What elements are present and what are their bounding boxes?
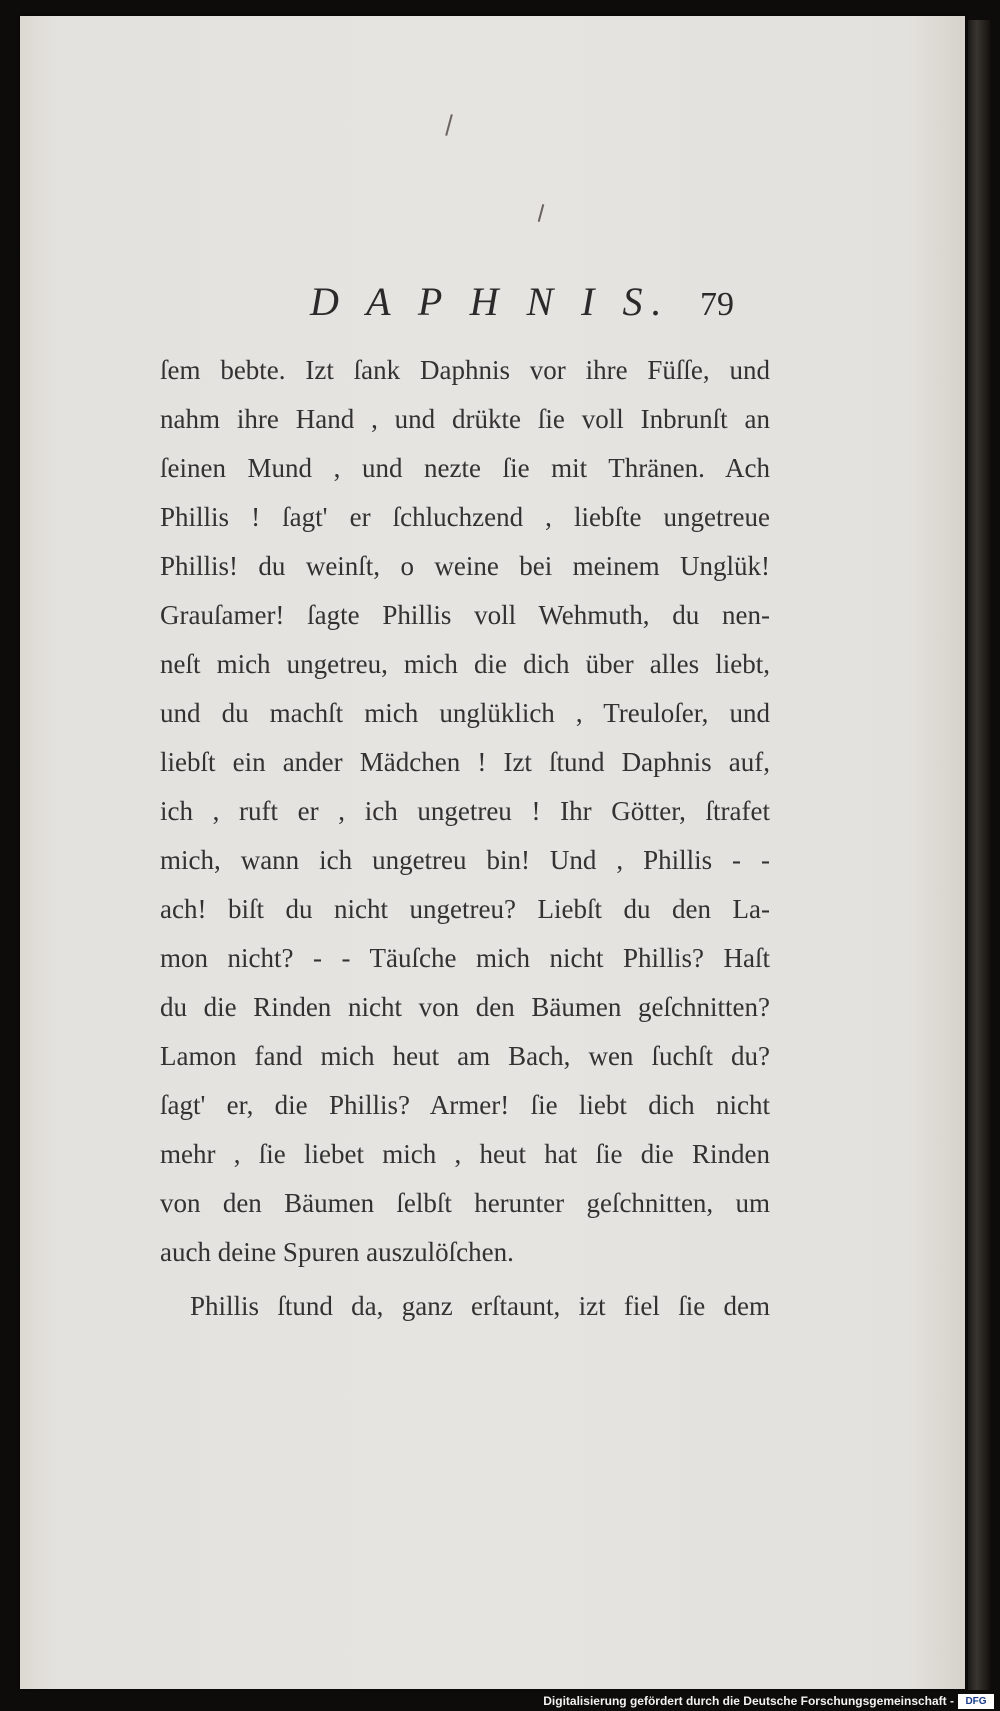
text-line: Phillis ! ſagt' er ſchluchzend , liebſte ungetreue xyxy=(160,502,770,532)
running-head xyxy=(20,278,965,338)
footer-bar xyxy=(0,1692,1000,1711)
page-number: 79 xyxy=(700,286,734,323)
text-line: mon nicht? - - Täuſche mich nicht Phillis? Haſt xyxy=(160,943,770,973)
text-line: Lamon fand mich heut am Bach, wen ſuchſt du? xyxy=(160,1041,770,1071)
next-paragraph-line: Phillis ſtund da, ganz erſtaunt, izt fiel ſie dem xyxy=(190,1291,770,1321)
text-line: du die Rinden nicht von den Bäumen geſchnitten? xyxy=(160,992,770,1022)
text-line: ſem bebte. Izt ſank Daphnis vor ihre Füſſe, und xyxy=(160,355,770,385)
text-line: mich, wann ich ungetreu bin! Und , Phillis - - xyxy=(160,845,770,875)
body-text xyxy=(160,346,770,1331)
footer-credit: Digitalisierung gefördert durch die Deutsche Forschungsgemeinschaft - xyxy=(543,1694,954,1708)
stray-pencil-mark xyxy=(538,204,545,222)
text-line: liebſt ein ander Mädchen ! Izt ſtund Daphnis auf, xyxy=(160,747,770,777)
text-line: ach! biſt du nicht ungetreu? Liebſt du den La- xyxy=(160,894,770,924)
book-edge xyxy=(968,20,990,1690)
running-title: D A P H N I S. xyxy=(310,279,671,324)
text-line: ſagt' er, die Phillis? Armer! ſie liebt dich nicht xyxy=(160,1090,770,1120)
stray-pencil-mark xyxy=(445,114,453,136)
text-line: von den Bäumen ſelbſt herunter geſchnitten, um xyxy=(160,1188,770,1218)
text-line: ich , ruft er , ich ungetreu ! Ihr Götter, ſtrafet xyxy=(160,796,770,826)
text-line: Phillis! du weinſt, o weine bei meinem Unglük! xyxy=(160,551,770,581)
text-line: nahm ihre Hand , und drükte ſie voll Inbrunſt an xyxy=(160,404,770,434)
text-line: Grauſamer! ſagte Phillis voll Wehmuth, du nen- xyxy=(160,600,770,630)
text-line: neſt mich ungetreu, mich die dich über alles liebt, xyxy=(160,649,770,679)
text-line: ſeinen Mund , und nezte ſie mit Thränen. Ach xyxy=(160,453,770,483)
text-line: mehr , ſie liebet mich , heut hat ſie die Rinden xyxy=(160,1139,770,1169)
dfg-logo-icon: DFG xyxy=(958,1694,994,1709)
text-line: und du machſt mich unglüklich , Treuloſer, und xyxy=(160,698,770,728)
book-page xyxy=(20,16,965,1689)
text-line: auch deine Spuren auszulöſchen. xyxy=(160,1237,514,1267)
